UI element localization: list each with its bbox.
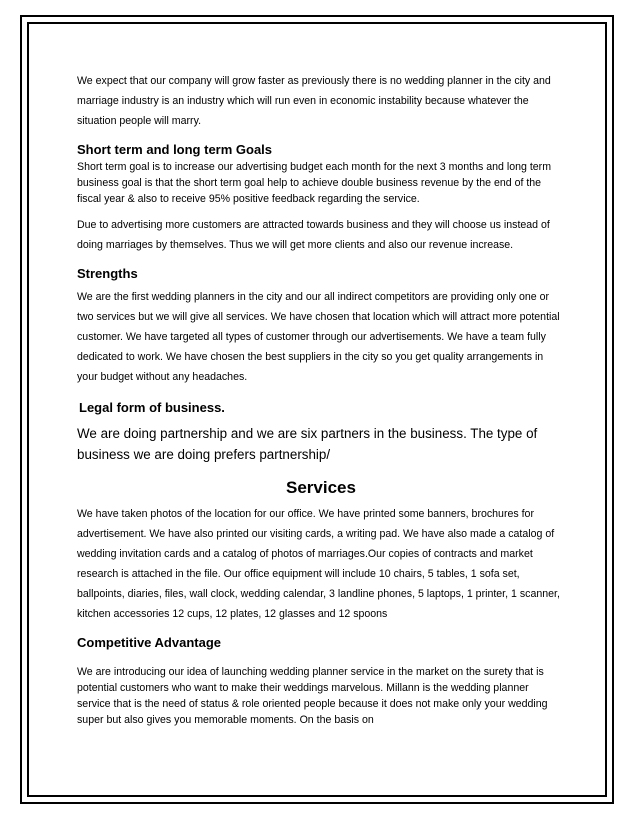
strengths-heading: Strengths [77,266,138,281]
short-term-heading: Short term and long term Goals [77,142,273,157]
document-body [77,71,565,728]
advertising-paragraph: Due to advertising more customers are attracted towards business and they will choose us instead of doing marriages by themselves. Thus we will get more clients and also our revenue increase. [77,219,550,251]
legal-paragraph: We are doing partnership and we are six partners in the business. The type of business we are doing prefers partnership/ [77,426,538,462]
services-paragraph: We have taken photos of the location for our office. We have printed some banners, brochures for advertisement. We have also printed our visiting cards, a writing pad. We have also made a catalog of wedding invitation cards and a catalog of photos of marriages.Our copies of contracts and market research is attached in the file. Our office equipment will include 10 chairs, 5 tables, 1 sofa set, ballpoints, diaries, files, wall clock, wedding calendar, 3 landline phones, 5 laptops, 1 printer, 1 scanner, kitchen accessories 12 cups, 12 plates, 12 glasses and 12 spoons [77,508,560,620]
intro-paragraph: We expect that our company will grow faster as previously there is no wedding planner in the city and marriage industry is an industry which will run even in economic instability because whatever the situation people will marry. [77,75,551,127]
short-term-paragraph: Short term goal is to increase our advertising budget each month for the next 3 months and long term business goal is that the short term goal help to achieve double business revenue by the end of the fiscal year & also to receive 95% positive feedback regarding the service. [77,161,552,205]
legal-heading: Legal form of business. [79,400,225,415]
services-heading: Services [286,478,356,497]
competitive-paragraph: We are introducing our idea of launching wedding planner service in the market on the surety that is potential customers who want to make their weddings marvelous. Millann is the wedding planner service that is the need of status & role oriented people because it does not make only your wedding super but also gives you memorable moments. On the basis on [77,666,548,726]
strengths-paragraph: We are the first wedding planners in the city and our all indirect competitors are providing only one or two services but we will give all services. We have chosen that location which will attract more potential customer. We have targeted all types of customer through our advertisements. We have a team fully dedicated to work. We have chosen the best suppliers in the city so you get quality arrangements in your budget without any headaches. [77,291,560,383]
competitive-heading: Competitive Advantage [77,635,221,650]
